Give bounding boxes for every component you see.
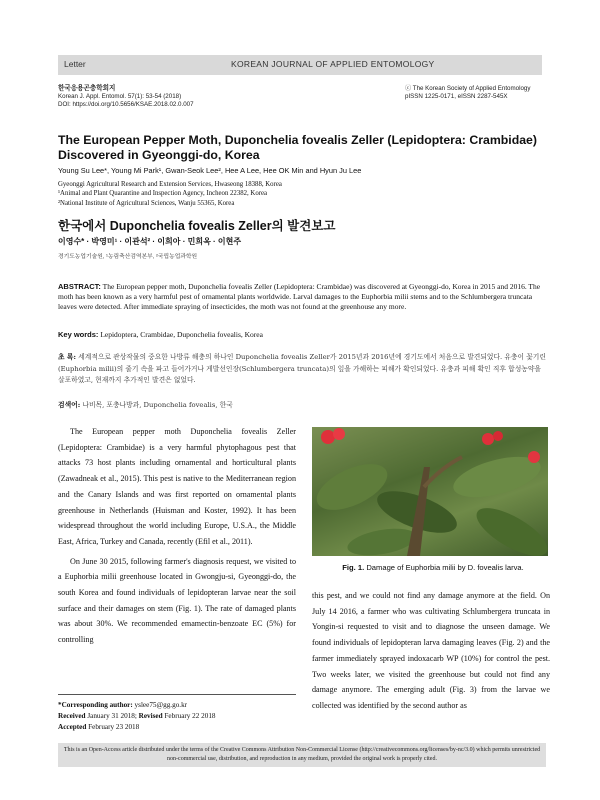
abstract-english — [58, 282, 546, 312]
euphorbia-plant-illustration — [312, 427, 548, 556]
keywords-english — [58, 330, 263, 339]
keywords-korean — [58, 399, 233, 409]
received-label: Received — [58, 712, 86, 720]
license-text: This is an Open-Access article distributed under the terms of the Creative Commons Attribution Non-Commercial License (http://creativecommons.org/licenses/by-nc/3.0) which permits unrestricted non-commercial use, distribution, and reproduction in any medium, provided the original work is properly cited. — [63, 747, 541, 762]
corresponding-author-line — [58, 700, 216, 711]
running-header — [58, 55, 542, 75]
corresponding-author-email: yslee75@gg.go.kr — [134, 701, 188, 709]
keywords-korean-label: 검색어: — [58, 401, 81, 409]
keywords-label: Key words: — [58, 330, 99, 339]
article-type-label: Letter — [64, 59, 86, 69]
article-title-english: The European Pepper Moth, Duponchelia fovealis Zeller (Lepidoptera: Crambidae) Discovered in Gyeonggi-do, Korea — [58, 133, 537, 162]
citation-line: Korean J. Appl. Entomol. 57(1): 53-54 (2018) — [58, 93, 182, 100]
figure-1-photo — [312, 427, 548, 556]
author-list-korean: 이영수* · 박영미¹ · 이관석² · 이희아 · 민희옥 · 이현주 — [58, 237, 242, 246]
body-column-left — [58, 424, 296, 648]
abstract-korean-text: 세계적으로 관상작물의 중요한 나방류 해충의 하나인 Duponchelia fovealis Zeller가 2015년과 2016년에 경기도에서 처음으로 발견되었다. 유충이 꽃기린(Euphorbia milii)의 줄기 속을 파고 들어가거나 게발선인장(Schlumbergera truncata)의 잎을 가해하는 피해가 확인되었다. 유충과 피해 확인 직후 합성농약을 살포하였고, 현재까지 추가적인 발견은 없었다. — [58, 353, 546, 385]
corresponding-author-label: *Corresponding author: — [58, 701, 133, 709]
abstract-label: ABSTRACT: — [58, 282, 101, 291]
citation-block — [58, 85, 194, 109]
doi-line: DOI: https://doi.org/10.5656/KSAE.2018.02.0.007 — [58, 101, 194, 108]
correspondence-block — [58, 700, 216, 733]
issn-block — [405, 85, 530, 101]
body-column-right: this pest, and we could not find any damage anymore at the field. On July 14 2016, a farmer who was cultivating Schlumbergera truncata in Yongin-si requested to visit and to diagnose the unseen damage. We found individuals of lepidopteran larva damaging leaves (Fig. 2) and the farmer immediately sprayed indoxacarb WP (10%) for control the pest. Two weeks later, we visited the greenhouse but could not find any damage anymore. The emerging adult (Fig. 3) from the larvae we collected was identified by the second author as — [312, 591, 550, 710]
license-footer — [58, 743, 546, 767]
figure-label: Fig. 1. — [342, 563, 365, 572]
issn-line: pISSN 1225-0171, eISSN 2287-545X — [405, 93, 508, 100]
figure-caption-text: Damage of Euphorbia milii by D. fovealis larva. — [366, 563, 524, 572]
accepted-date: February 23 2018 — [88, 723, 140, 731]
journal-name: KOREAN JOURNAL OF APPLIED ENTOMOLOGY — [231, 59, 435, 69]
journal-name-korean: 한국응용곤충학회지 — [58, 85, 116, 92]
body-paragraph: On June 30 2015, following farmer's diagnosis request, we visited to a Euphorbia milii greenhouse located in Gwongju-si, Gyeonggi-do, the south Korea and found individuals of lepidopteran larvae near the soil surface and their damages on stem (Fig. 1). The rate of damaged plants was about 30%. We recommended emamectin-benzoate EC (5%) for controlling — [58, 556, 296, 645]
footnote-divider — [58, 694, 296, 695]
author-list-english: Young Su Lee*, Young Mi Park¹, Gwan-Seok Lee², Hee A Lee, Hee OK Min and Hyun Ju Lee — [58, 166, 362, 175]
keywords-korean-text: 나비목, 포충나방과, Duponchelia fovealis, 한국 — [82, 401, 233, 409]
revised-label: Revised — [138, 712, 163, 720]
article-title-korean: 한국에서 Duponchelia fovealis Zeller의 발견보고 — [58, 219, 336, 233]
received-line — [58, 711, 216, 722]
accepted-label: Accepted — [58, 723, 87, 731]
affiliation-item: Gyeonggi Agricultural Research and Extension Services, Hwaseong 18388, Korea — [58, 181, 282, 188]
body-paragraph: The European pepper moth Duponchelia fovealis Zeller (Lepidoptera: Crambidae) is a very harmful phytophagous pest that attacks 73 host plants including ornamental and horticultural plants (Zawadneak et al., 2015). This pest is native to the Mediterranean region and the Canary Islands and was first reported on ornamental plants greenhouse in Netherlands (Huisman and Koster, 1992). It has been widespread throughout the world including Europe, U.S.A., the Middle East, Africa, Turkey and Canada, recently (Efil et al., 2011). — [58, 427, 296, 546]
figure-caption — [315, 563, 551, 572]
abstract-text: The European pepper moth, Duponchelia fovealis Zeller (Lepidoptera: Crambidae) was discovered at Gyeonggi-do, Korea in 2015 and 2016. The moth has been known as a very harmful pest of ornamental plants worldwide. Larval damages to the Euphorbia milii stems and to the Schlumbergera truncata leaves were detected. After immediate spraying of insecticides, the moth was not found at the greenhouse any more. — [58, 282, 541, 311]
revised-date: February 22 2018 — [164, 712, 216, 720]
affiliation-list — [58, 180, 282, 208]
abstract-korean — [58, 352, 546, 387]
affiliation-item: ¹Animal and Plant Quarantine and Inspection Agency, Incheon 22382, Korea — [58, 190, 268, 198]
accepted-line — [58, 722, 216, 733]
affiliation-korean: 경기도농업기술원, ¹농림축산검역본부, ²국립농업과학원 — [58, 254, 198, 260]
abstract-korean-label: 초 록: — [58, 353, 77, 361]
copyright-line: ⓒ The Korean Society of Applied Entomology — [405, 85, 531, 92]
received-date: January 31 2018; — [87, 712, 137, 720]
keywords-text: Lepidoptera, Crambidae, Duponchelia fovealis, Korea — [100, 330, 263, 339]
affiliation-item: ²National Institute of Agricultural Sciences, Wanju 55365, Korea — [58, 199, 235, 207]
